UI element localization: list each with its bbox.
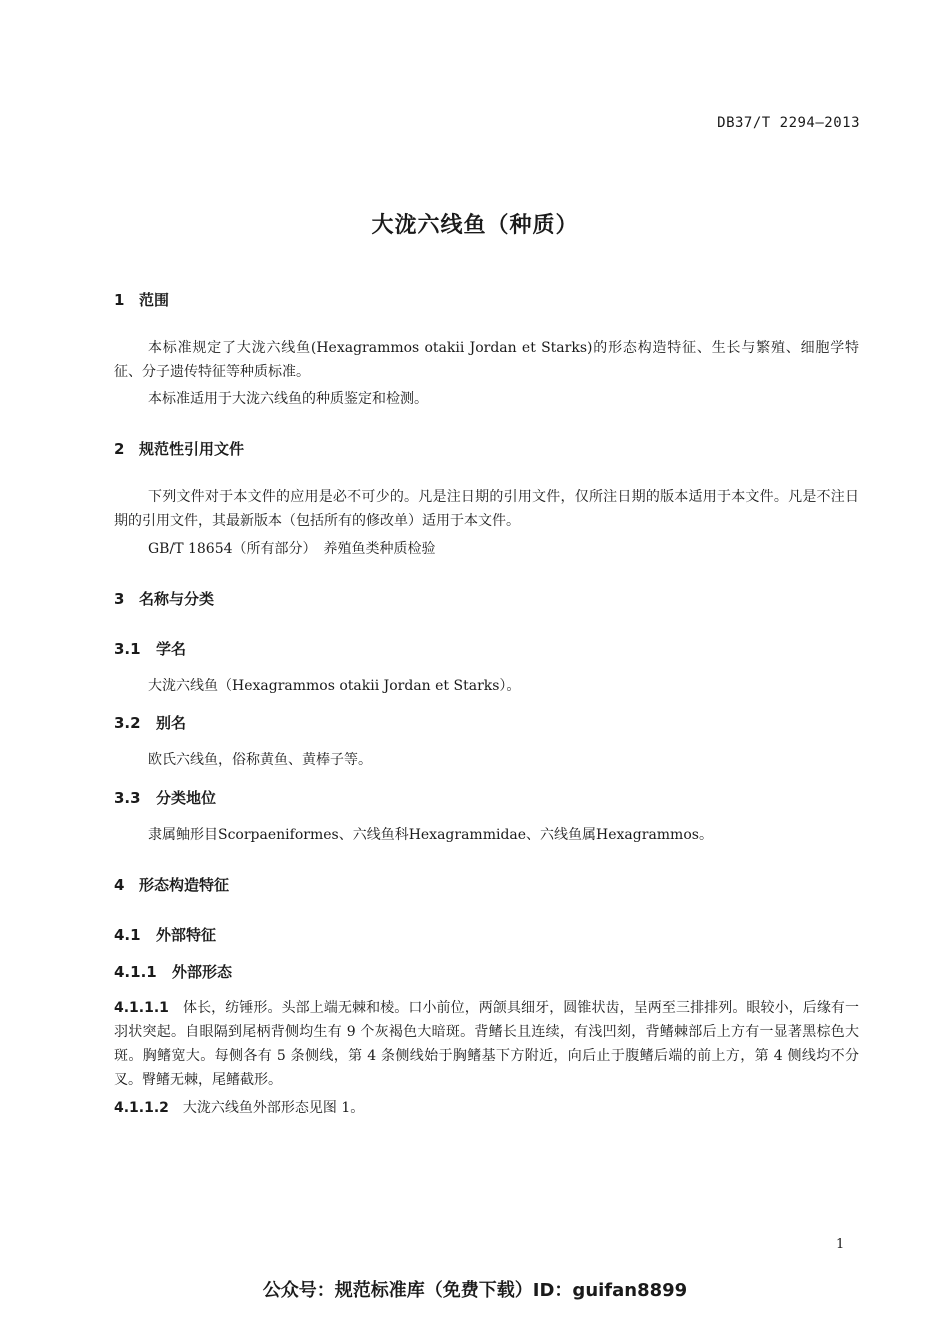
clause-text: 体长，纺锤形。头部上端无棘和棱。口小前位，两颌具细牙，圆锥状齿，呈两至三排排列。眼较小，后缘有一羽状突起。自眼隔到尾柄背侧均生有 9 个灰褐色大暗斑。背鳍长且连续，有浅凹刻，背鳍棘部后上方有一显著黑棕色大斑。胸鳍宽大。每侧各有 5 条侧线，第 4 条侧线始于胸鳍基下方附近，向后止于腹鳍后端的前上方，第 4 侧线均不分叉。臀鳍无棘，尾鳍截形。 [114,1000,859,1088]
clause-4-1-1-1 [114,996,859,1092]
section-number: 4 [114,876,125,894]
clause-number: 4.1.1.1 [114,1000,169,1016]
clause-text: 大泷六线鱼外部形态见图 1。 [182,1100,365,1116]
footer-watermark: 公众号：规范标准库（免费下载）ID：guifan8899 [262,1280,688,1301]
clause-number: 4.1.1.2 [114,1100,169,1116]
section-2-heading [114,438,244,459]
normative-refs-paragraph: 下列文件对于本文件的应用是必不可少的。凡是注日期的引用文件，仅所注日期的版本适用于本文件。凡是不注日期的引用文件，其最新版本（包括所有的修改单）适用于本文件。 [114,489,859,529]
section-number: 4.1.1 [114,963,157,981]
standard-code: DB37/T 2294—2013 [717,115,860,131]
section-title: 范围 [139,291,170,309]
document-title: 大泷六线鱼（种质） [371,213,579,238]
section-number: 3.1 [114,640,141,658]
alias-text: 欧氏六线鱼，俗称黄鱼、黄棒子等。 [148,752,372,768]
section-number: 1 [114,291,125,309]
section-1-heading [114,289,169,310]
section-title: 形态构造特征 [139,876,230,894]
section-3-2-heading [114,712,186,733]
section-3-1-heading [114,638,186,659]
section-title: 别名 [156,714,187,732]
normative-reference: GB/T 18654（所有部分） 养殖鱼类种质检验 [148,541,436,557]
section-title: 分类地位 [156,789,217,807]
section-number: 4.1 [114,926,141,944]
section-number: 3.2 [114,714,141,732]
section-title: 外部特征 [156,926,217,944]
section-title: 规范性引用文件 [139,440,245,458]
section-number: 3.3 [114,789,141,807]
section-3-heading [114,588,214,609]
section-title: 学名 [156,640,187,658]
section-4-1-1-heading [114,961,232,982]
section-title: 外部形态 [172,963,233,981]
clause-4-1-1-2 [114,1097,364,1117]
section-4-heading [114,874,229,895]
section-number: 2 [114,440,125,458]
scope-paragraph-2: 本标准适用于大泷六线鱼的种质鉴定和检测。 [148,391,428,407]
section-4-1-heading [114,924,216,945]
section-number: 3 [114,590,125,608]
scientific-name-text: 大泷六线鱼（Hexagrammos otakii Jordan et Starks）。 [148,678,521,694]
section-title: 名称与分类 [139,590,215,608]
scope-paragraph-1: 本标准规定了大泷六线鱼(Hexagrammos otakii Jordan et Starks)的形态构造特征、生长与繁殖、细胞学特征、分子遗传特征等种质标准。 [114,340,859,380]
taxonomy-text: 隶属鲉形目Scorpaeniformes、六线鱼科Hexagrammidae、六线鱼属Hexagrammos。 [148,827,713,843]
page-number: 1 [836,1237,845,1252]
section-3-3-heading [114,787,216,808]
